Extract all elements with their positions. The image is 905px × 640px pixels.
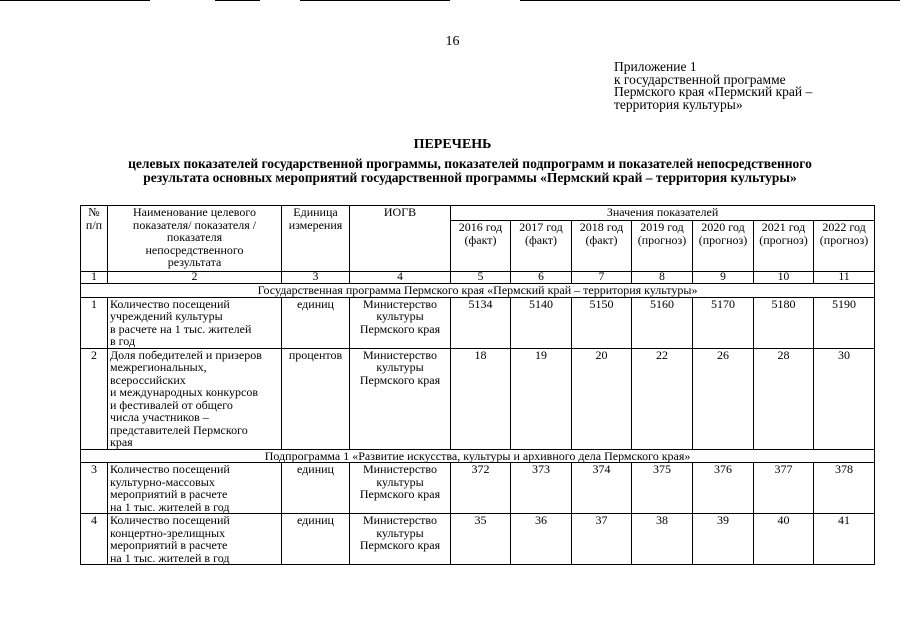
- column-number: 6: [511, 272, 572, 284]
- iogv-line: Пермского края: [359, 487, 441, 501]
- indicator-name-line: межрегиональных,: [110, 360, 207, 374]
- indicator-name: [108, 514, 282, 565]
- value-cell: 18: [451, 348, 511, 449]
- header-unit-line: Единица: [293, 205, 338, 219]
- appendix-line: территория культуры»: [614, 96, 743, 112]
- value-cell: 36: [511, 514, 572, 565]
- value-cell: 373: [511, 463, 572, 514]
- unit: единиц: [282, 463, 350, 514]
- value-cell: 22: [632, 348, 693, 449]
- value-cell: 5150: [572, 297, 632, 348]
- header-num-line: п/п: [85, 217, 103, 232]
- header-year-line: 2020 год: [701, 220, 745, 234]
- value-cell: 5170: [693, 297, 754, 348]
- value-cell: 374: [572, 463, 632, 514]
- header-year-line: (факт): [585, 232, 618, 247]
- row-number: 3: [81, 463, 108, 514]
- header-name: [108, 206, 282, 272]
- indicator-name-line: на 1 тыс. жителей в год: [110, 550, 230, 565]
- value-cell: 19: [511, 348, 572, 449]
- table-row: [81, 297, 875, 348]
- header-unit-line: измерения: [288, 217, 343, 232]
- appendix-line: к государственной программе: [614, 71, 786, 87]
- value-cell: 26: [693, 348, 754, 449]
- value-cell: 5190: [814, 297, 875, 348]
- row-number: 4: [81, 514, 108, 565]
- iogv-line: Пермского края: [359, 538, 441, 552]
- header-name-line: Наименование целевого: [132, 205, 257, 219]
- section-title: Подпрограмма 1 «Развитие искусства, культуры и архивного дела Пермского края»: [81, 449, 875, 463]
- scan-edge-mark: [215, 0, 260, 7]
- appendix-line: Приложение 1: [614, 59, 697, 74]
- iogv-line: Министерство: [363, 296, 437, 311]
- header-year: [814, 221, 875, 272]
- document-title: ПЕРЕЧЕНЬ: [413, 137, 492, 152]
- header-year: [632, 221, 693, 272]
- header-year: [451, 221, 511, 272]
- header-year-line: 2022 год: [822, 220, 866, 234]
- indicator-name-line: Количество посещений: [110, 513, 230, 527]
- iogv-line: Министерство: [363, 347, 437, 362]
- value-cell: 30: [814, 348, 875, 449]
- header-year-line: (прогноз): [819, 232, 869, 247]
- value-cell: 376: [693, 463, 754, 514]
- header-num-line: №: [88, 205, 100, 219]
- header-year-line: 2016 год: [458, 220, 503, 234]
- value-cell: 5134: [451, 297, 511, 348]
- iogv: [350, 348, 451, 449]
- indicator-name: [108, 297, 282, 348]
- header-year-line: 2021 год: [761, 220, 806, 234]
- iogv-line: культуры: [376, 525, 424, 540]
- column-number: 4: [350, 272, 451, 284]
- value-cell: 377: [754, 463, 814, 514]
- value-cell: 28: [754, 348, 814, 449]
- header-name-line: непосредственного: [145, 242, 244, 257]
- value-cell: 20: [572, 348, 632, 449]
- table-row: [81, 348, 875, 449]
- header-name-line: результата: [167, 255, 222, 269]
- unit: единиц: [282, 514, 350, 565]
- scan-edge-mark: [0, 0, 150, 7]
- appendix-note: [614, 61, 812, 111]
- indicator-name-line: и фестивалей от общего: [110, 397, 233, 412]
- indicator-name-line: концертно-зрелищных: [110, 525, 226, 540]
- iogv-line: Министерство: [363, 462, 437, 476]
- document-subtitle: [40, 157, 900, 185]
- page-number: 16: [445, 34, 460, 49]
- header-year-line: (прогноз): [759, 232, 808, 247]
- iogv: [350, 463, 451, 514]
- value-cell: 372: [451, 463, 511, 514]
- header-unit: [282, 206, 350, 272]
- header-year-line: (прогноз): [698, 232, 748, 247]
- iogv-line: Министерство: [363, 513, 437, 527]
- indicator-name-line: учреждений культуры: [110, 309, 223, 323]
- column-number: 9: [693, 272, 754, 284]
- column-number: 11: [814, 272, 875, 284]
- subtitle-line: результата основных мероприятий государственной программы «Пермский край – территория культуры»: [143, 170, 797, 185]
- row-number: 1: [81, 297, 108, 348]
- column-number: 8: [632, 272, 693, 284]
- unit: единиц: [282, 297, 350, 348]
- indicator-name-line: края: [110, 435, 133, 449]
- indicator-name-line: мероприятий в расчете: [110, 538, 228, 552]
- iogv: [350, 297, 451, 348]
- column-number: 2: [108, 272, 282, 284]
- value-cell: 38: [632, 514, 693, 565]
- header-year-line: 2017 год: [519, 220, 563, 234]
- header-year: [511, 221, 572, 272]
- value-cell: 37: [572, 514, 632, 565]
- value-cell: 41: [814, 514, 875, 565]
- unit: процентов: [282, 348, 350, 449]
- header-year-line: (прогноз): [637, 232, 687, 247]
- indicator-name-line: мероприятий в расчете: [110, 487, 228, 501]
- column-number: 10: [754, 272, 814, 284]
- header-year-line: 2019 год: [640, 220, 684, 234]
- indicators-table: [80, 205, 875, 565]
- iogv-line: Пермского края: [359, 372, 441, 387]
- iogv: [350, 514, 451, 565]
- iogv-line: культуры: [376, 309, 424, 323]
- iogv-line: Пермского края: [359, 321, 441, 336]
- iogv-line: культуры: [376, 360, 424, 374]
- column-number: 1: [81, 272, 108, 284]
- column-number: 3: [282, 272, 350, 284]
- value-cell: 5180: [754, 297, 814, 348]
- column-number: 7: [572, 272, 632, 284]
- scan-edge-mark: [520, 0, 900, 7]
- subtitle-line: целевых показателей государственной программы, показателей подпрограмм и показателей непосредственного: [128, 156, 812, 171]
- indicator-name: [108, 463, 282, 514]
- header-iogv: ИОГВ: [350, 206, 451, 272]
- row-number: 2: [81, 348, 108, 449]
- value-cell: 39: [693, 514, 754, 565]
- section-row: [81, 449, 875, 463]
- header-year: [754, 221, 814, 272]
- value-cell: 5140: [511, 297, 572, 348]
- indicator-name-line: числа участников –: [110, 410, 209, 424]
- section-row: [81, 284, 875, 298]
- table-row: [81, 463, 875, 514]
- indicator-name-line: в год: [110, 334, 136, 348]
- header-year: [572, 221, 632, 272]
- header-name-line: показателя/ показателя /: [132, 217, 257, 232]
- value-cell: 378: [814, 463, 875, 514]
- value-cell: 35: [451, 514, 511, 565]
- iogv-line: культуры: [376, 474, 424, 489]
- indicator-name: [108, 348, 282, 449]
- appendix-line: Пермского края «Пермский край –: [614, 84, 813, 99]
- header-year-line: (факт): [524, 232, 557, 247]
- header-year: [693, 221, 754, 272]
- value-cell: 5160: [632, 297, 693, 348]
- indicator-name-line: и международных конкурсов: [110, 385, 259, 399]
- section-title: Государственная программа Пермского края «Пермский край – территория культуры»: [81, 284, 875, 298]
- header-name-line: показателя: [166, 230, 223, 244]
- header-year-line: (факт): [464, 232, 497, 247]
- column-number-row: [81, 272, 875, 284]
- header-values-group: Значения показателей: [451, 206, 875, 221]
- indicator-name-line: представителей Пермского: [110, 422, 248, 437]
- scan-edge-mark: [300, 0, 450, 7]
- table-row: [81, 514, 875, 565]
- indicator-name-line: на 1 тыс. жителей в год: [110, 499, 230, 514]
- indicator-name-line: Доля победителей и призеров: [110, 347, 262, 362]
- indicator-name-line: Количество посещений: [110, 462, 230, 476]
- indicator-name-line: культурно-массовых: [110, 474, 215, 489]
- value-cell: 375: [632, 463, 693, 514]
- indicator-name-line: в расчете на 1 тыс. жителей: [110, 321, 252, 336]
- header-num: [81, 206, 108, 272]
- indicator-name-line: всероссийских: [110, 372, 186, 387]
- value-cell: 40: [754, 514, 814, 565]
- header-year-line: 2018 год: [579, 220, 624, 234]
- column-number: 5: [451, 272, 511, 284]
- indicator-name-line: Количество посещений: [110, 296, 230, 311]
